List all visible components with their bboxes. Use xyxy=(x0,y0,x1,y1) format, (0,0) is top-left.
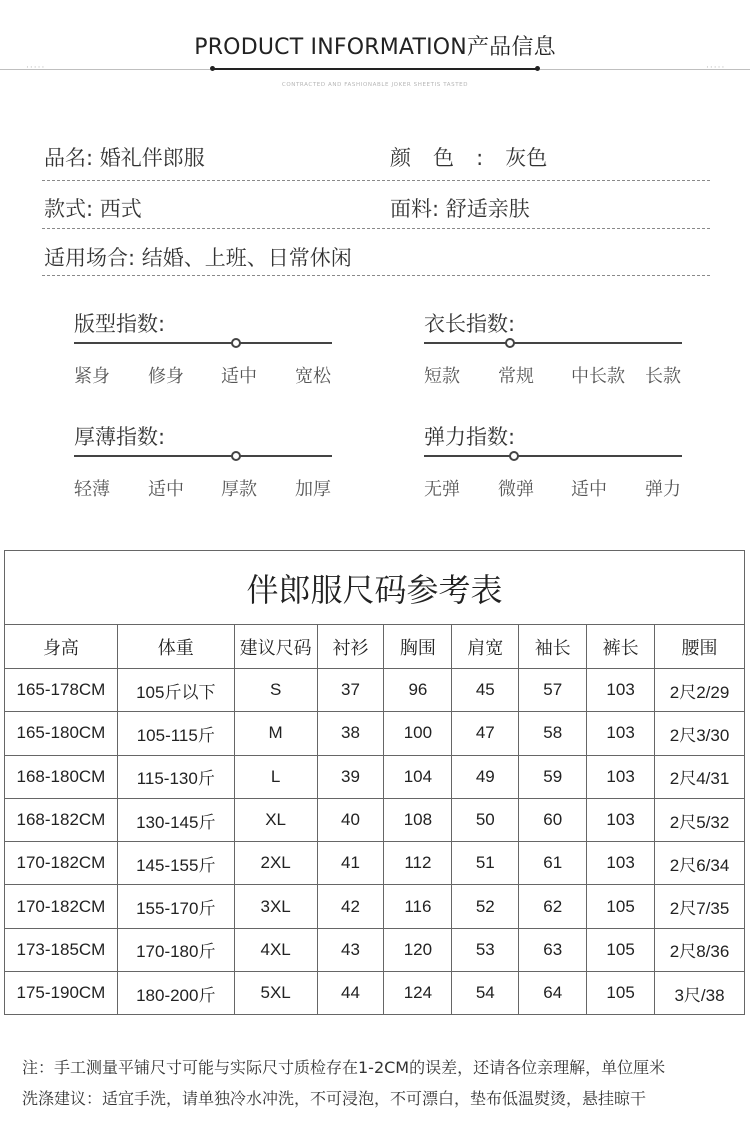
column-header: 体重 xyxy=(117,625,234,669)
info-fabric xyxy=(390,193,530,223)
table-cell: 170-180斤 xyxy=(117,928,234,971)
length-index-title: 衣长指数: xyxy=(424,312,516,336)
table-cell: 2尺2/29 xyxy=(655,669,745,712)
table-cell: 61 xyxy=(519,842,587,885)
table-cell: 170-182CM xyxy=(5,885,118,928)
table-cell: 54 xyxy=(452,972,519,1015)
table-cell: 116 xyxy=(384,885,452,928)
fit-index-label: 紧身 xyxy=(74,366,110,387)
table-cell: 51 xyxy=(452,842,519,885)
info-occasion-label: 适用场合: xyxy=(44,246,136,270)
length-index-label: 短款 xyxy=(424,366,460,387)
table-cell: 58 xyxy=(519,712,587,755)
info-color xyxy=(390,142,547,172)
fit-index-label: 宽松 xyxy=(295,366,331,387)
info-name-value: 婚礼伴郎服 xyxy=(99,146,205,170)
table-cell: 96 xyxy=(384,669,452,712)
divider xyxy=(42,275,710,276)
thickness-index-title: 厚薄指数: xyxy=(74,425,166,449)
info-style xyxy=(44,193,142,223)
table-cell: 103 xyxy=(587,842,655,885)
length-index-label: 中长款 xyxy=(571,366,625,387)
table-cell: 168-182CM xyxy=(5,798,118,841)
table-cell: 112 xyxy=(384,842,452,885)
table-cell: L xyxy=(234,755,317,798)
thickness-index-marker xyxy=(231,451,241,461)
info-occasion xyxy=(44,242,352,272)
table-cell: 45 xyxy=(452,669,519,712)
elasticity-index-marker xyxy=(509,451,519,461)
thickness-index-label: 厚款 xyxy=(221,479,257,500)
page-title: PRODUCT INFORMATION产品信息 xyxy=(194,35,556,60)
table-cell: 42 xyxy=(317,885,384,928)
table-cell: 103 xyxy=(587,669,655,712)
length-index-scale xyxy=(424,342,682,344)
table-cell: 104 xyxy=(384,755,452,798)
header-right-dots: ····· xyxy=(706,63,726,73)
table-cell: 57 xyxy=(519,669,587,712)
column-header: 衬衫 xyxy=(317,625,384,669)
table-cell: S xyxy=(234,669,317,712)
table-cell: 49 xyxy=(452,755,519,798)
column-header: 腰围 xyxy=(655,625,745,669)
table-cell: 124 xyxy=(384,972,452,1015)
table-cell: 130-145斤 xyxy=(117,798,234,841)
table-cell: 100 xyxy=(384,712,452,755)
table-cell: 3尺/38 xyxy=(655,972,745,1015)
table-cell: 108 xyxy=(384,798,452,841)
table-cell: 2尺7/35 xyxy=(655,885,745,928)
table-cell: 105斤以下 xyxy=(117,669,234,712)
table-row xyxy=(5,885,745,928)
table-cell: 170-182CM xyxy=(5,842,118,885)
table-row xyxy=(5,798,745,841)
column-header: 身高 xyxy=(5,625,118,669)
table-row xyxy=(5,712,745,755)
table-cell: XL xyxy=(234,798,317,841)
measurement-note: 注：手工测量平铺尺寸可能与实际尺寸质检存在1-2CM的误差，还请各位亲理解，单位厘米 xyxy=(22,1058,666,1077)
table-row xyxy=(5,669,745,712)
column-header: 裤长 xyxy=(587,625,655,669)
table-cell: 180-200斤 xyxy=(117,972,234,1015)
divider xyxy=(42,228,710,229)
elasticity-index-label: 微弹 xyxy=(498,479,534,500)
elasticity-index-title: 弹力指数: xyxy=(424,425,516,449)
length-index-marker xyxy=(505,338,515,348)
table-cell: 50 xyxy=(452,798,519,841)
table-cell: 52 xyxy=(452,885,519,928)
divider xyxy=(42,180,710,181)
info-style-label: 款式: xyxy=(44,197,94,221)
table-cell: 2尺8/36 xyxy=(655,928,745,971)
table-cell: 53 xyxy=(452,928,519,971)
table-cell: 2XL xyxy=(234,842,317,885)
table-cell: 62 xyxy=(519,885,587,928)
table-cell: 60 xyxy=(519,798,587,841)
table-cell: 59 xyxy=(519,755,587,798)
table-cell: 4XL xyxy=(234,928,317,971)
table-row xyxy=(5,972,745,1015)
header-left-dots: ····· xyxy=(26,63,46,73)
table-cell: 63 xyxy=(519,928,587,971)
table-row xyxy=(5,842,745,885)
header-tagline: CONTRACTED AND FASHIONABLE JOKER SHEETIS TASTED xyxy=(281,82,469,88)
header-underline xyxy=(212,68,538,70)
info-fabric-label: 面料: xyxy=(390,197,440,221)
table-cell: 64 xyxy=(519,972,587,1015)
table-cell: 103 xyxy=(587,798,655,841)
elasticity-index-scale xyxy=(424,455,682,457)
table-cell: M xyxy=(234,712,317,755)
thickness-index-scale xyxy=(74,455,332,457)
table-cell: 3XL xyxy=(234,885,317,928)
size-table-caption: 伴郎服尺码参考表 xyxy=(5,551,745,625)
table-cell: 5XL xyxy=(234,972,317,1015)
elasticity-index-label: 无弹 xyxy=(424,479,460,500)
table-cell: 145-155斤 xyxy=(117,842,234,885)
table-cell: 103 xyxy=(587,712,655,755)
info-color-value: 灰色 xyxy=(505,146,548,170)
table-cell: 173-185CM xyxy=(5,928,118,971)
length-index-label: 常规 xyxy=(498,366,534,387)
thickness-index-label: 轻薄 xyxy=(74,479,110,500)
elasticity-index-label: 适中 xyxy=(571,479,607,500)
thickness-index-label: 适中 xyxy=(148,479,184,500)
table-cell: 120 xyxy=(384,928,452,971)
fit-index-title: 版型指数: xyxy=(74,312,166,336)
column-header: 袖长 xyxy=(519,625,587,669)
table-cell: 175-190CM xyxy=(5,972,118,1015)
column-header: 胸围 xyxy=(384,625,452,669)
info-name-label: 品名: xyxy=(44,146,94,170)
fit-index-label: 修身 xyxy=(148,366,184,387)
size-table xyxy=(4,550,745,1015)
info-name xyxy=(44,142,205,172)
column-header: 肩宽 xyxy=(452,625,519,669)
thickness-index-label: 加厚 xyxy=(295,479,331,500)
table-cell: 2尺5/32 xyxy=(655,798,745,841)
table-cell: 2尺6/34 xyxy=(655,842,745,885)
washing-advice: 洗涤建议：适宜手洗，请单独冷水冲洗，不可浸泡，不可漂白，垫布低温熨烫，悬挂晾干 xyxy=(22,1089,647,1108)
info-color-label: 颜色: xyxy=(390,146,506,170)
fit-index-label: 适中 xyxy=(221,366,257,387)
table-cell: 44 xyxy=(317,972,384,1015)
table-cell: 2尺4/31 xyxy=(655,755,745,798)
table-cell: 43 xyxy=(317,928,384,971)
info-occasion-value: 结婚、上班、日常休闲 xyxy=(141,246,352,270)
table-cell: 105 xyxy=(587,972,655,1015)
table-cell: 38 xyxy=(317,712,384,755)
fit-index-marker xyxy=(231,338,241,348)
table-cell: 39 xyxy=(317,755,384,798)
table-cell: 155-170斤 xyxy=(117,885,234,928)
table-cell: 105-115斤 xyxy=(117,712,234,755)
table-cell: 41 xyxy=(317,842,384,885)
info-style-value: 西式 xyxy=(99,197,142,221)
size-table-header xyxy=(5,625,745,669)
info-fabric-value: 舒适亲肤 xyxy=(445,197,530,221)
table-cell: 105 xyxy=(587,928,655,971)
column-header: 建议尺码 xyxy=(234,625,317,669)
table-row xyxy=(5,928,745,971)
table-cell: 2尺3/30 xyxy=(655,712,745,755)
table-cell: 103 xyxy=(587,755,655,798)
table-cell: 47 xyxy=(452,712,519,755)
table-cell: 168-180CM xyxy=(5,755,118,798)
fit-index-scale xyxy=(74,342,332,344)
table-cell: 165-180CM xyxy=(5,712,118,755)
table-cell: 40 xyxy=(317,798,384,841)
elasticity-index-label: 弹力 xyxy=(645,479,681,500)
length-index-label: 长款 xyxy=(645,366,681,387)
table-cell: 115-130斤 xyxy=(117,755,234,798)
table-cell: 165-178CM xyxy=(5,669,118,712)
table-cell: 105 xyxy=(587,885,655,928)
table-row xyxy=(5,755,745,798)
table-cell: 37 xyxy=(317,669,384,712)
